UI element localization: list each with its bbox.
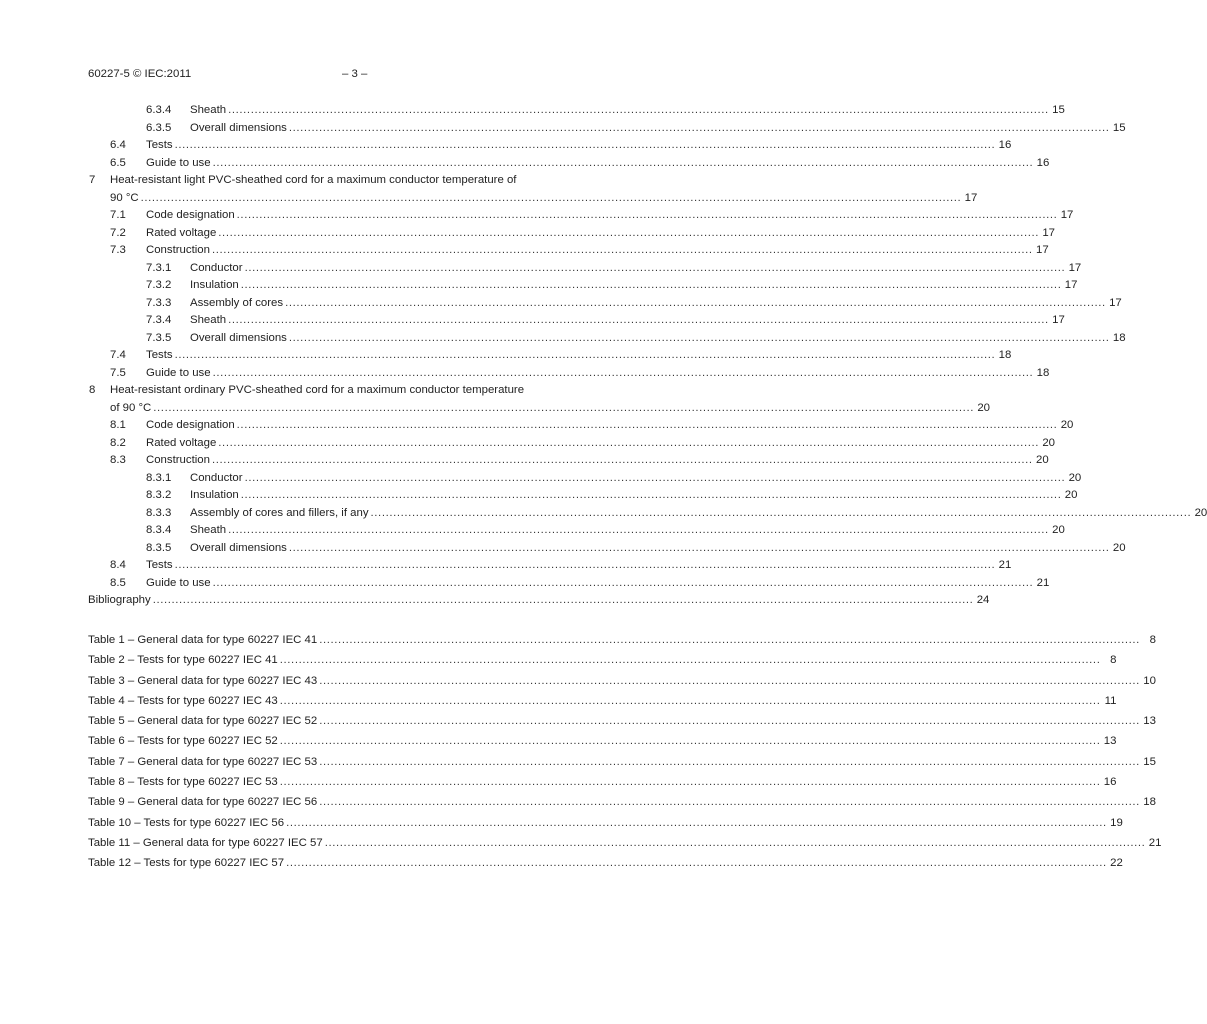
toc-entry-page: 20 (1035, 454, 1049, 466)
table-entry-page: 19 (1110, 816, 1123, 829)
table-entry-page: 11 (1104, 694, 1117, 707)
toc-entry-page: 20 (1060, 419, 1074, 431)
page-header (86, 68, 638, 84)
dot-leader: .......................................................................................................................................................................................................................... (152, 594, 974, 606)
toc-entry-number: 7.5 (110, 366, 126, 379)
table-list-item[interactable] (0, 650, 1117, 670)
dot-leader: .......................................................................................................................................................................................................................... (244, 261, 1066, 274)
toc-entry-page: 20 (1052, 524, 1065, 536)
table-list-item[interactable] (0, 853, 1123, 873)
table-list-item[interactable] (0, 752, 1156, 772)
dot-leader: .......................................................................................................................................................................................................................... (228, 104, 1049, 116)
dot-leader: .......................................................................................................................................................................................................................... (212, 366, 1034, 379)
toc-entry[interactable] (0, 365, 1050, 383)
dot-leader: .......................................................................................................................................................................................................................... (319, 634, 1140, 646)
toc-entry[interactable] (0, 382, 724, 400)
toc-entry[interactable] (0, 225, 1055, 243)
toc-entry[interactable] (0, 312, 1065, 330)
table-entry-title: Table 3 – General data for type 60227 IEC 43 (88, 674, 318, 687)
toc-entry-title: Conductor (190, 471, 243, 484)
toc-entry[interactable] (0, 522, 1065, 540)
toc-entry[interactable] (0, 155, 1050, 173)
toc-entry[interactable] (0, 417, 1074, 435)
toc-entry-title: Overall dimensions (190, 331, 287, 344)
toc-entry-number: 8.4 (110, 559, 126, 571)
toc-entry-title: Insulation (190, 489, 239, 501)
table-entry-page: 8 (1110, 654, 1117, 667)
toc-entry-title-continued: of 90 °C (110, 401, 152, 414)
dot-leader: .......................................................................................................................................................................................................................... (140, 191, 962, 204)
toc-entry-title: Sheath (190, 524, 227, 536)
dot-leader: .......................................................................................................................................................................................................................... (288, 121, 1110, 134)
toc-entry[interactable] (0, 540, 1126, 558)
toc-entry-title: Rated voltage (146, 226, 217, 239)
toc-entry-number: 7 (89, 174, 96, 186)
toc-entry-number: 8.3.2 (146, 489, 172, 501)
table-list-item[interactable] (0, 813, 1123, 833)
dot-leader: .......................................................................................................................................................................................................................... (211, 244, 1033, 256)
toc-entry-title: Sheath (190, 104, 227, 116)
toc-entry-page: 17 (1068, 261, 1082, 274)
dot-leader: .......................................................................................................................................................................................................................... (286, 816, 1107, 829)
table-entry-page: 10 (1143, 674, 1156, 687)
toc-entry-page: 20 (977, 401, 990, 414)
toc-entry-number: 7.3.2 (146, 279, 172, 291)
toc-entry-continuation[interactable] (0, 190, 978, 208)
toc-entry-title: Rated voltage (146, 436, 217, 449)
dot-leader: .......................................................................................................................................................................................................................... (370, 506, 1192, 519)
dot-leader: .......................................................................................................................................................................................................................... (174, 349, 996, 361)
dot-leader: .......................................................................................................................................................................................................................... (324, 836, 1146, 849)
dot-leader: .......................................................................................................................................................................................................................... (212, 576, 1034, 589)
table-entry-page: 22 (1110, 857, 1123, 870)
toc-entry-title: Conductor (190, 261, 243, 274)
toc-entry-page: 18 (1036, 366, 1050, 379)
dot-leader: .......................................................................................................................................................................................................................... (174, 559, 996, 571)
dot-leader: .......................................................................................................................................................................................................................... (279, 654, 1101, 667)
toc-entry-number: 8.3.1 (146, 471, 172, 484)
toc-entry-page: 20 (1068, 471, 1082, 484)
toc-entry-number: 7.3.3 (146, 296, 172, 309)
toc-entry-page: 20 (1194, 506, 1207, 519)
dot-leader: .......................................................................................................................................................................................................................... (319, 755, 1140, 768)
dot-leader: .......................................................................................................................................................................................................................... (236, 209, 1058, 221)
toc-entry-number: 8.3 (110, 454, 126, 466)
toc-entry-page: 18 (998, 349, 1012, 361)
dot-leader: .......................................................................................................................................................................................................................... (240, 489, 1062, 501)
table-entry-page: 13 (1103, 735, 1117, 748)
toc-entry-title: Code designation (146, 209, 235, 221)
toc-entry[interactable] (0, 137, 1012, 155)
toc-entry-title: Assembly of cores and fillers, if any (190, 506, 369, 519)
table-of-contents (0, 102, 1207, 610)
toc-entry-title-continued: 90 °C (110, 191, 139, 204)
toc-entry-page: 17 (1109, 296, 1122, 309)
toc-entry-number: 8.3.3 (146, 506, 172, 519)
toc-entry-page: 21 (1036, 576, 1050, 589)
table-entry-page: 21 (1148, 836, 1162, 849)
dot-leader: .......................................................................................................................................................................................................................... (218, 436, 1039, 449)
toc-entry-page: 15 (1052, 104, 1065, 116)
toc-entry-page: 17 (1064, 279, 1078, 291)
toc-entry-number: 8.1 (110, 419, 126, 431)
table-entry-title: Table 6 – Tests for type 60227 IEC 52 (88, 735, 278, 748)
table-entry-page: 13 (1143, 715, 1156, 728)
dot-leader: .......................................................................................................................................................................................................................... (288, 331, 1110, 344)
table-entry-title: Table 8 – Tests for type 60227 IEC 53 (88, 776, 278, 789)
dot-leader: .......................................................................................................................................................................................................................... (212, 156, 1034, 169)
toc-entry-title: Construction (146, 244, 210, 256)
toc-entry-title: Bibliography (88, 594, 151, 606)
dot-leader: .......................................................................................................................................................................................................................... (285, 296, 1106, 309)
toc-entry-number: 7.3.4 (146, 314, 172, 326)
dot-leader: .......................................................................................................................................................................................................................... (218, 226, 1039, 239)
toc-entry-title: Guide to use (146, 366, 211, 379)
toc-entry-title: Tests (146, 139, 173, 151)
toc-entry[interactable] (0, 330, 1126, 348)
toc-entry[interactable] (0, 207, 1074, 225)
table-entry-page: 8 (1149, 634, 1156, 646)
toc-entry-number: 7.1 (110, 209, 126, 221)
toc-entry-title: Overall dimensions (190, 541, 287, 554)
document-id: 60227-5 © IEC:2011 (88, 68, 192, 80)
toc-entry[interactable] (0, 557, 1012, 575)
toc-entry-title: Heat-resistant light PVC-sheathed cord for a maximum conductor temperature of (110, 174, 517, 186)
dot-leader: .......................................................................................................................................................................................................................... (286, 857, 1107, 870)
toc-entry-page: 21 (998, 559, 1012, 571)
table-list-item[interactable] (0, 731, 1117, 751)
toc-entry[interactable] (0, 470, 1082, 488)
dot-leader: .......................................................................................................................................................................................................................... (244, 471, 1066, 484)
toc-entry[interactable] (0, 102, 1065, 120)
dot-leader: .......................................................................................................................................................................................................................... (279, 776, 1101, 789)
table-list-item[interactable] (0, 833, 1162, 853)
toc-entry-number: 8.3.5 (146, 541, 172, 554)
table-entry-page: 18 (1143, 796, 1156, 809)
list-of-tables (0, 630, 1162, 874)
table-entry-title: Table 5 – General data for type 60227 IEC 52 (88, 715, 318, 728)
toc-entry-number: 6.3.5 (146, 121, 172, 134)
table-list-item[interactable] (0, 630, 1156, 650)
page-number-marker: – 3 – (342, 68, 368, 80)
table-entry-title: Table 7 – General data for type 60227 IEC 53 (88, 755, 318, 768)
toc-entry-bibliography[interactable] (0, 592, 990, 610)
dot-leader: .......................................................................................................................................................................................................................... (319, 715, 1140, 728)
toc-entry-page: 24 (976, 594, 990, 606)
toc-entry-page: 20 (1064, 489, 1078, 501)
toc-entry[interactable] (0, 295, 1122, 313)
toc-entry-title: Insulation (190, 279, 239, 291)
table-entry-title: Table 2 – Tests for type 60227 IEC 41 (88, 654, 278, 667)
toc-entry-number: 6.3.4 (146, 104, 172, 116)
dot-leader: .......................................................................................................................................................................................................................... (288, 541, 1110, 554)
toc-entry-page: 15 (1112, 121, 1126, 134)
toc-entry[interactable] (0, 575, 1050, 593)
toc-entry[interactable] (0, 242, 1049, 260)
toc-entry-page: 17 (964, 191, 978, 204)
toc-entry-number: 7.4 (110, 349, 126, 361)
toc-entry-page: 20 (1042, 436, 1055, 449)
toc-entry-page: 17 (1035, 244, 1049, 256)
dot-leader: .......................................................................................................................................................................................................................... (319, 674, 1140, 687)
toc-entry[interactable] (0, 505, 1207, 523)
toc-entry-number: 8.3.4 (146, 524, 172, 536)
table-entry-title: Table 10 – Tests for type 60227 IEC 56 (88, 816, 285, 829)
toc-entry[interactable] (0, 452, 1049, 470)
toc-entry[interactable] (0, 172, 724, 190)
toc-entry[interactable] (0, 487, 1078, 505)
toc-entry-title: Code designation (146, 419, 235, 431)
dot-leader: .......................................................................................................................................................................................................................... (228, 314, 1049, 326)
toc-entry[interactable] (0, 277, 1078, 295)
dot-leader: .......................................................................................................................................................................................................................... (319, 796, 1140, 809)
table-entry-title: Table 11 – General data for type 60227 IEC 57 (88, 836, 323, 849)
table-list-item[interactable] (0, 711, 1156, 731)
toc-entry-page: 17 (1042, 226, 1055, 239)
toc-entry-page: 16 (998, 139, 1012, 151)
toc-entry-title: Assembly of cores (190, 296, 284, 309)
toc-entry-number: 6.4 (110, 139, 126, 151)
toc-entry-title: Construction (146, 454, 210, 466)
toc-entry-page: 17 (1052, 314, 1065, 326)
table-entry-page: 16 (1103, 776, 1117, 789)
dot-leader: .......................................................................................................................................................................................................................... (279, 735, 1101, 748)
toc-entry-number: 7.3.1 (146, 261, 172, 274)
toc-entry-number: 7.2 (110, 226, 126, 239)
table-list-item[interactable] (0, 671, 1156, 691)
toc-entry-continuation[interactable] (0, 400, 990, 418)
toc-entry[interactable] (0, 260, 1082, 278)
dot-leader: .......................................................................................................................................................................................................................... (240, 279, 1062, 291)
toc-entry-number: 8.5 (110, 576, 126, 589)
toc-entry[interactable] (0, 435, 1055, 453)
toc-entry-title: Guide to use (146, 576, 211, 589)
toc-entry-title: Tests (146, 349, 173, 361)
dot-leader: .......................................................................................................................................................................................................................... (174, 139, 996, 151)
table-entry-page: 15 (1143, 755, 1156, 768)
toc-entry-page: 18 (1112, 331, 1126, 344)
toc-entry-title: Tests (146, 559, 173, 571)
toc-entry-title: Heat-resistant ordinary PVC-sheathed cord for a maximum conductor temperature (110, 384, 525, 396)
table-entry-title: Table 12 – Tests for type 60227 IEC 57 (88, 857, 285, 870)
table-list-item[interactable] (0, 691, 1117, 711)
toc-entry-title: Overall dimensions (190, 121, 287, 134)
toc-entry-number: 8 (89, 384, 96, 396)
toc-entry-title: Sheath (190, 314, 227, 326)
dot-leader: .......................................................................................................................................................................................................................... (211, 454, 1033, 466)
table-entry-title: Table 4 – Tests for type 60227 IEC 43 (88, 694, 278, 707)
dot-leader: .......................................................................................................................................................................................................................... (279, 694, 1101, 707)
dot-leader: .......................................................................................................................................................................................................................... (228, 524, 1049, 536)
toc-entry-number: 6.5 (110, 156, 126, 169)
table-entry-title: Table 9 – General data for type 60227 IEC 56 (88, 796, 318, 809)
toc-entry[interactable] (0, 120, 1126, 138)
dot-leader: .......................................................................................................................................................................................................................... (236, 419, 1058, 431)
toc-entry-number: 8.2 (110, 436, 126, 449)
table-entry-title: Table 1 – General data for type 60227 IEC 41 (88, 634, 318, 646)
toc-entry-page: 20 (1112, 541, 1126, 554)
toc-entry-number: 7.3.5 (146, 331, 172, 344)
toc-entry-page: 16 (1036, 156, 1050, 169)
toc-entry-title: Guide to use (146, 156, 211, 169)
dot-leader: .......................................................................................................................................................................................................................... (153, 401, 974, 414)
toc-entry-page: 17 (1060, 209, 1074, 221)
toc-entry[interactable] (0, 347, 1012, 365)
toc-entry-number: 7.3 (110, 244, 126, 256)
table-list-item[interactable] (0, 792, 1156, 812)
table-list-item[interactable] (0, 772, 1117, 792)
